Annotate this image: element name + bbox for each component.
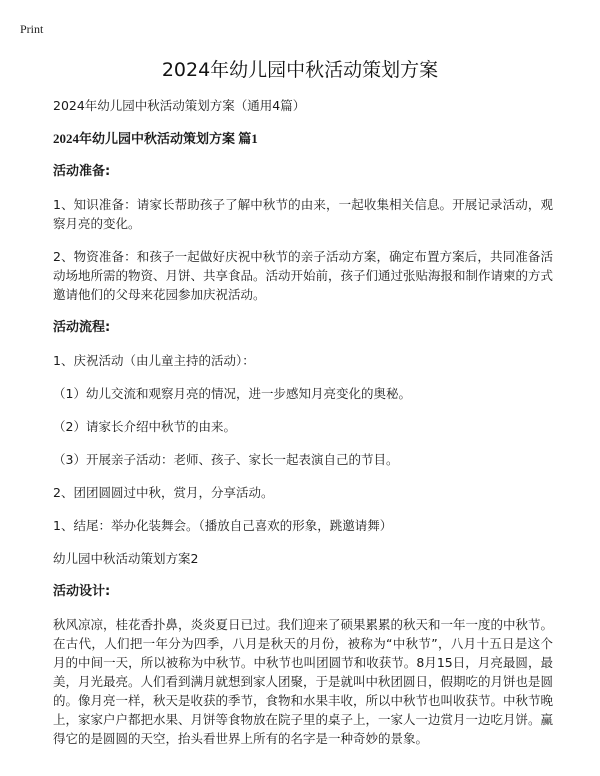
part1-heading: 2024年幼儿园中秋活动策划方案 篇1 bbox=[53, 131, 258, 146]
flow-sub-item-2: （2）请家长介绍中秋节的由来。 bbox=[53, 419, 236, 434]
prep-item-1: 1、知识准备：请家长帮助孩子了解中秋节的由来，一起收集相关信息。开展记录活动，观察月亮的变化。 bbox=[53, 197, 553, 231]
flow-sub-item-3: （3）开展亲子活动：老师、孩子、家长一起表演自己的节目。 bbox=[53, 452, 399, 467]
page-title: 2024年幼儿园中秋活动策划方案 bbox=[161, 59, 439, 81]
document-subtitle: 2024年幼儿园中秋活动策划方案（通用4篇） bbox=[53, 98, 306, 113]
flow-heading: 活动流程: bbox=[53, 320, 111, 335]
design-heading: 活动设计: bbox=[53, 584, 111, 599]
prep-heading: 活动准备: bbox=[53, 164, 111, 179]
design-body: 秋风凉凉，桂花香扑鼻，炎炎夏日已过。我们迎来了硕果累累的秋天和一年一度的中秋节。在古代，人们把一年分为四季，八月是秋天的月份，被称为“中秋节”，八月十五日是这个月的中间一天，所以被称为中秋节。中秋节也叫团圆节和收获节。8月15日，月亮最圆，最美，月光最亮。人们看到满月就想到家人团聚，于是就叫中秋团圆日，假期吃的月饼也是圆的。像月亮一样，秋天是收获的季节，食物和水果丰收，所以中秋节也叫收获节。中秋节晚上，家家户户都把水果、月饼等食物放在院子里的桌子上，一家人一边赏月一边吃月饼。赢得它的是圆圆的天空，抬头看世界上所有的名字是一种奇妙的景象。 bbox=[53, 617, 554, 746]
part2-heading: 幼儿园中秋活动策划方案2 bbox=[53, 551, 199, 566]
flow-item-1: 1、庆祝活动（由儿童主持的活动）： bbox=[53, 353, 255, 368]
prep-item-2: 2、物资准备：和孩子一起做好庆祝中秋节的亲子活动方案，确定布置方案后，共同准备活动场地所需的物资、月饼、共享食品。活动开始前，孩子们通过张贴海报和制作请柬的方式邀请他们的父母来花园参加庆祝活动。 bbox=[53, 249, 554, 302]
flow-sub-item-1: （1）幼儿交流和观察月亮的情况，进一步感知月亮变化的奥秘。 bbox=[53, 386, 411, 401]
document-body bbox=[53, 96, 553, 748]
print-label: Print bbox=[20, 22, 44, 36]
flow-item-2: 2、团团圆圆过中秋，赏月，分享活动。 bbox=[53, 485, 274, 500]
flow-item-3: 1、结尾：举办化装舞会。（播放自己喜欢的形象，跳邀请舞） bbox=[53, 518, 393, 533]
